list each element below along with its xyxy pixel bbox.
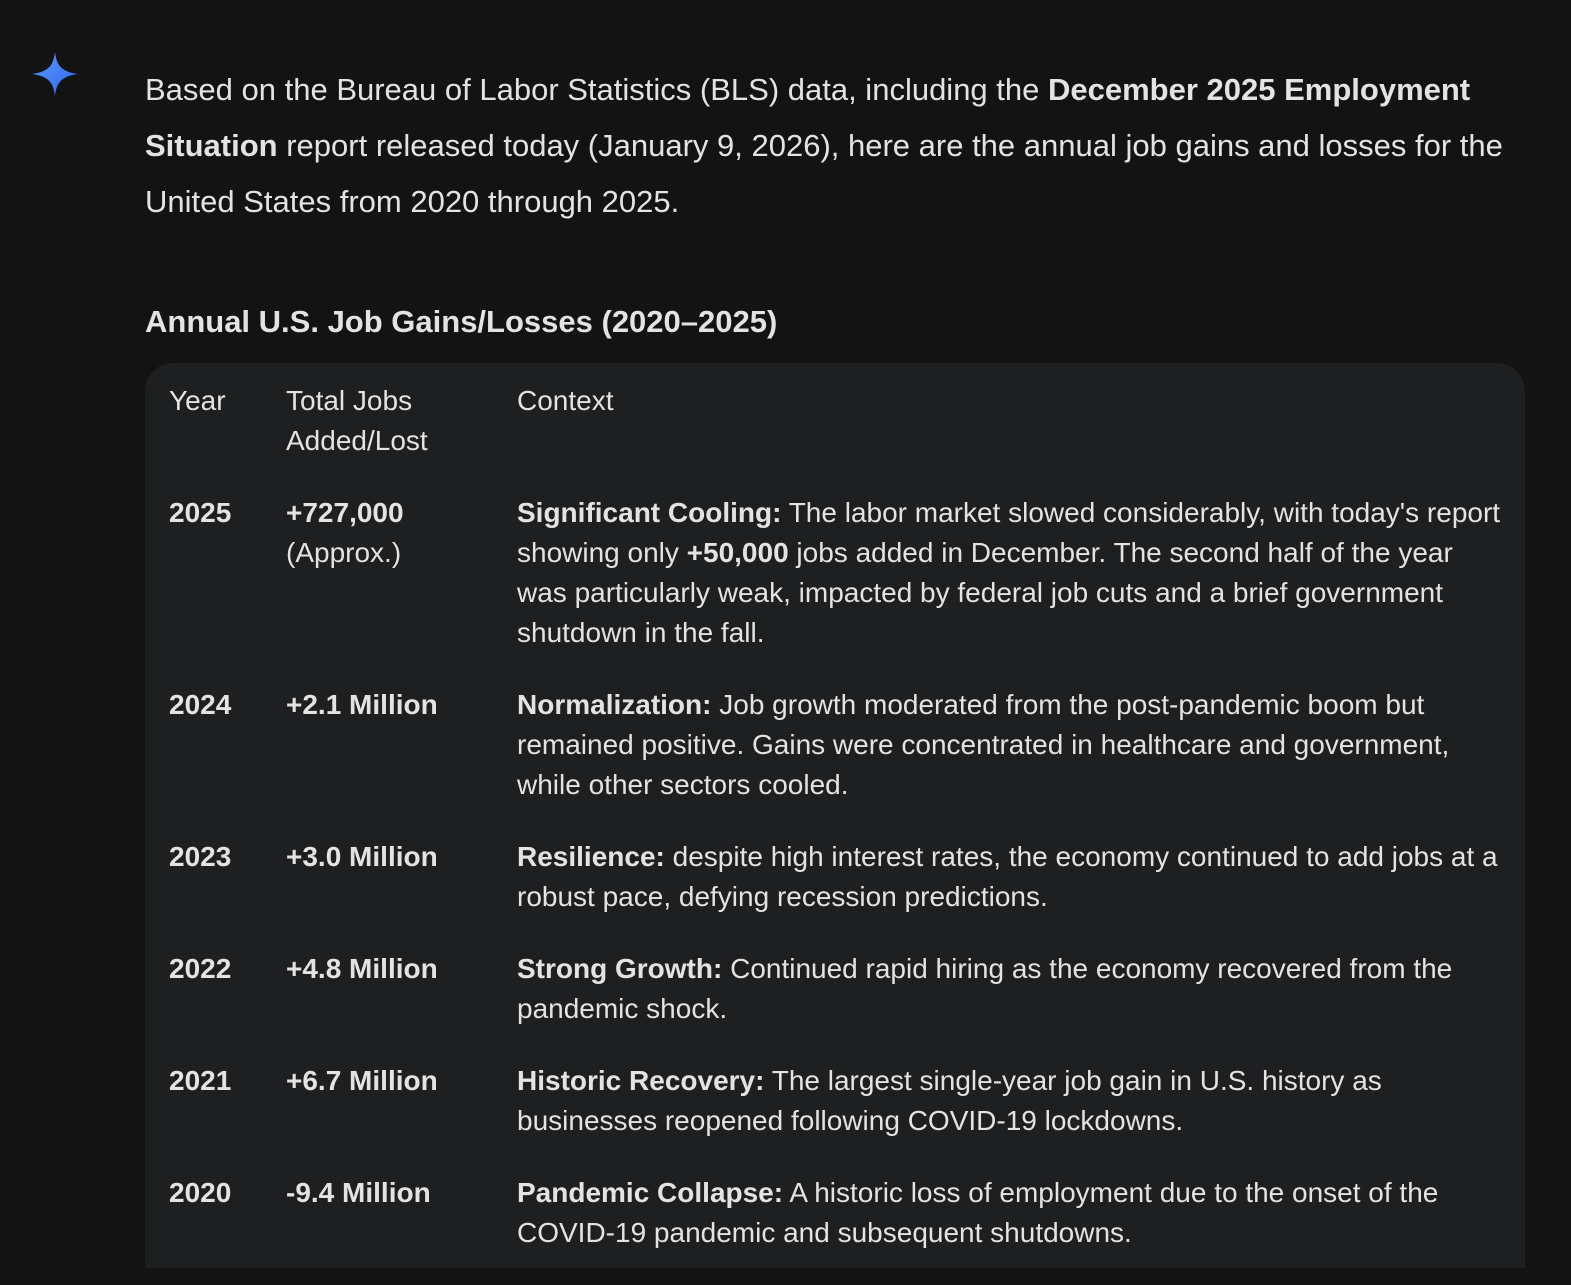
row-total (286, 493, 517, 685)
table-row (145, 1061, 1525, 1173)
row-context-text: Continued rapid hiring as the economy recovered from the pandemic shock. (517, 953, 1453, 1024)
table-row (145, 493, 1525, 685)
row-context-text: Job growth moderated from the post-pandemic boom but remained positive. Gains were concentrated in healthcare and government, while other sectors cooled. (517, 689, 1450, 800)
row-context-text-2: jobs added in December. The second half of the year was particularly weak, impacted by federal job cuts and a brief government shutdown in the fall. (517, 537, 1453, 648)
gemini-spark-icon (30, 50, 80, 100)
header-total (286, 381, 517, 493)
intro-paragraph (145, 62, 1530, 230)
row-total-note: (Approx.) (286, 537, 402, 568)
row-context-lead: Normalization: (517, 689, 712, 720)
row-total: +4.8 Million (286, 953, 438, 984)
header-context: Context (517, 385, 614, 416)
table-header-row (145, 381, 1525, 493)
intro-text-1: Based on the Bureau of Labor Statistics (BLS) data, including the (145, 72, 1048, 107)
row-year: 2021 (169, 1065, 232, 1096)
row-year: 2025 (169, 497, 232, 528)
row-context (517, 493, 1525, 685)
row-context-text: despite high interest rates, the economy continued to add jobs at a robust pace, defying recession predictions. (517, 841, 1498, 912)
row-total: -9.4 Million (286, 1177, 431, 1208)
row-context-highlight: +50,000 (686, 537, 789, 568)
row-context (517, 1173, 1525, 1285)
response-content (145, 62, 1530, 1268)
row-total: +2.1 Million (286, 689, 438, 720)
table-row (145, 685, 1525, 837)
row-total: +3.0 Million (286, 841, 438, 872)
row-context-text: A historic loss of employment due to the onset of the COVID-19 pandemic and subsequent shutdowns. (517, 1177, 1439, 1248)
row-context-text: The largest single-year job gain in U.S. history as businesses reopened following COVID-19 lockdowns. (517, 1065, 1382, 1136)
table-row (145, 949, 1525, 1061)
intro-text-2: report released today (January 9, 2026), here are the annual job gains and losses for the United States from 2020 through 2025. (145, 128, 1503, 219)
table-row (145, 837, 1525, 949)
row-context-text: The labor market slowed considerably, with today's report showing only (517, 497, 1501, 568)
row-context-lead: Historic Recovery: (517, 1065, 765, 1096)
row-year: 2023 (169, 841, 232, 872)
jobs-table (145, 381, 1525, 1285)
row-context (517, 685, 1525, 837)
table-heading: Annual U.S. Job Gains/Losses (2020–2025) (145, 304, 778, 339)
row-context-lead: Pandemic Collapse: (517, 1177, 784, 1208)
row-context (517, 949, 1525, 1061)
table-row (145, 1173, 1525, 1285)
row-context (517, 1061, 1525, 1173)
row-year: 2024 (169, 689, 232, 720)
row-context (517, 837, 1525, 949)
header-total-line1: Total Jobs (286, 385, 413, 416)
row-context-lead: Significant Cooling: (517, 497, 782, 528)
row-total: +6.7 Million (286, 1065, 438, 1096)
header-total-line2: Added/Lost (286, 425, 428, 456)
row-year: 2020 (169, 1177, 232, 1208)
jobs-table-card (145, 363, 1525, 1268)
header-year: Year (169, 385, 226, 416)
intro-bold-report: December 2025 Employment Situation (145, 72, 1471, 163)
row-year: 2022 (169, 953, 232, 984)
row-context-lead: Resilience: (517, 841, 665, 872)
row-context-lead: Strong Growth: (517, 953, 723, 984)
row-total-value: +727,000 (286, 497, 404, 528)
